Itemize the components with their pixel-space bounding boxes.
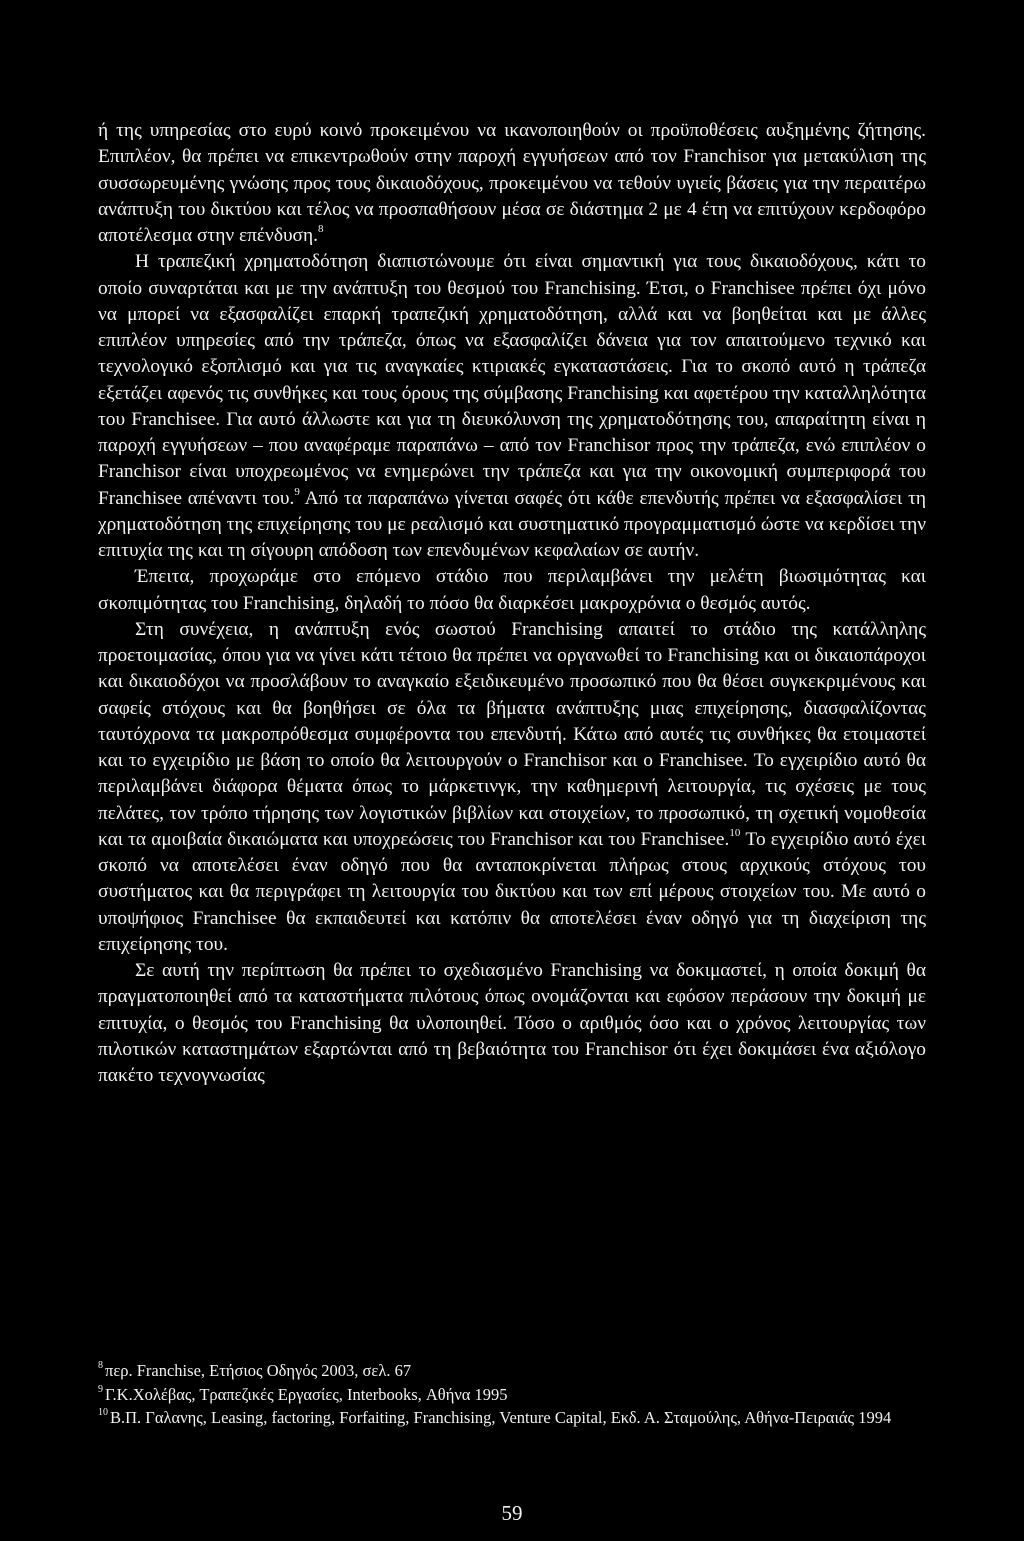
footnote-ref-10: 10 [729, 826, 741, 839]
paragraph-5 [98, 958, 926, 1089]
footnote-text: Γ.Κ.Χολέβας, Τραπεζικές Εργασίες, Interbooks, Αθήνα 1995 [105, 1384, 508, 1404]
paragraph-5-text: Σε αυτή την περίπτωση θα πρέπει το σχεδιασμένο Franchising να δοκιμαστεί, η οποία δοκιμή θα πραγματοποιηθεί από τα καταστήματα πιλότους όπως ονομάζονται και εφόσον περάσουν την δοκιμή με επιτυχία, ο θεσμός του Franchising θα υλοποιηθεί. Τόσο ο αριθμός όσο και ο χρόνος λειτουργίας των πιλοτικών καταστημάτων εξαρτώνται από τη βεβαιότητα του Franchisor ότι έχει δοκιμάσει ένα αξιόλογο πακέτο τεχνογνωσίας [98, 960, 926, 1086]
footnote-text: περ. Franchise, Ετήσιος Οδηγός 2003, σελ. 67 [105, 1361, 412, 1380]
footnote-text: Β.Π. Γαλανης, Leasing, factoring, Forfaiting, Franchising, Venture Capital, Εκδ. Α. Σταμούλης, Αθήνα-Πειραιάς 1994 [110, 1408, 892, 1427]
paragraph-2-text-a: Η τραπεζική χρηματοδότηση διαπιστώνουμε ότι είναι σημαντική για τους δικαιοδόχους, κάτι το οποίο συναρτάται και με την ανάπτυξη του θεσμού του Franchising. Έτσι, ο Franchisee πρέπει όχι μόνο να μπορεί να εξασφαλίζει επαρκή τραπεζική χρηματοδότηση, αλλά και να βοηθείται και με άλλες επιπλέον υπηρεσίες από την τράπεζα, όπως να εξασφαλίζει δάνεια για τον απαιτούμενο τεχνικό και τεχνολογικό εξοπλισμό και για τις αναγκαίες κτιριακές εγκαταστάσεις. Για το σκοπό αυτό η τράπεζα εξετάζει αφενός τις συνθήκες και τους όρους της σύμβασης Franchising και αφετέρου την καταλληλότητα του Franchisee. Για αυτό άλλωστε και για τη διευκόλυνση της χρηματοδότησης του, απαραίτητη είναι η παροχή εγγυήσεων – που αναφέραμε παραπάνω – από τον Franchisor προς την τράπεζα, ενώ επιπλέον ο Franchisor είναι υποχρεωμένος να ενημερώνει την τράπεζα και για την οικονομική συμπεριφορά του Franchisee απέναντι του. [98, 251, 926, 509]
footnote-ref-8: 8 [318, 223, 324, 235]
paragraph-4-text-a: Στη συνέχεια, η ανάπτυξη ενός σωστού Franchising απαιτεί το στάδιο της κατάλληλης προετοιμασίας, όπου για να γίνει κάτι τέτοιο θα πρέπει να οργανωθεί το Franchising και οι δικαιοπάροχοι και δικαιοδόχοι να προσλάβουν το αναγκαίο εξειδικευμένο προσωπικό που θα θέσει συγκεκριμένους και σαφείς στόχους και θα βοηθήσει σε όλα τα βήματα ανάπτυξης μιας επιχείρησης, διασφαλίζοντας ταυτόχρονα τα μακροπρόθεσμα συμφέροντα του επενδυτή. Κάτω από αυτές τις συνθήκες θα ετοιμαστεί και το εγχειρίδιο με βάση το οποίο θα λειτουργούν ο Franchisor και ο Franchisee. Το εγχειρίδιο αυτό θα περιλαμβάνει διάφορα θέματα όπως το μάρκετινγκ, την καθημερινή λειτουργία, τις σχέσεις με τους πελάτες, τον τρόπο τήρησης των λογιστικών βιβλίων και στοιχείων, το προσωπικό, τη σχετική νομοθεσία και τα αμοιβαία δικαιώματα και υποχρεώσεις του Franchisor και του Franchisee. [98, 618, 926, 850]
paragraph-3-text: Έπειτα, προχωράμε στο επόμενο στάδιο που περιλαμβάνει την μελέτη βιωσιμότητας και σκοπιμότητας του Franchising, δηλαδή το πόσο θα διαρκέσει μακροχρόνια ο θεσμός αυτός. [98, 566, 926, 614]
paragraph-4-text-b: Το εγχειρίδιο αυτό έχει σκοπό να αποτελέσει έναν οδηγό που θα ανταποκρίνεται πλήρως στους αρχικούς στόχους του συστήματος και θα περιγράφει τη λειτουργία του δικτύου και των επί μέρους στοιχείων του. Με αυτό ο υποψήφιος Franchisee θα εκπαιδευτεί και κατόπιν θα αποτελέσει έναν οδηγό για τη διαχείριση της επιχείρησης του. [98, 828, 926, 955]
footnote-10 [98, 1406, 926, 1430]
paragraph-3 [98, 564, 926, 617]
footnote-ref-9: 9 [294, 485, 300, 498]
page-number: 59 [501, 1501, 523, 1525]
footnote-8 [98, 1359, 926, 1383]
paragraph-1 [98, 118, 926, 249]
footnote-number: 10 [98, 1407, 108, 1418]
paragraph-2-text-b: Από τα παραπάνω γίνεται σαφές ότι κάθε επενδυτής πρέπει να εξασφαλίσει τη χρηματοδότηση της επιχείρησης του με ρεαλισμό και συστηματικό προγραμματισμό ώστε να κερδίσει την επιτυχία της και τη σίγουρη απόδοση των επενδυμένων κεφαλαίων σε αυτήν. [98, 487, 926, 561]
footnotes [98, 1359, 926, 1430]
paragraph-1-text: ή της υπηρεσίας στο ευρύ κοινό προκειμένου να ικανοποιηθούν οι προϋποθέσεις αυξημένης ζήτησης. Επιπλέον, θα πρέπει να επικεντρωθούν στην παροχή εγγυήσεων από τον Franchisor για μετακύλιση της συσσωρευμένης γνώσης προς τους δικαιοδόχους, προκειμένου να τεθούν υγιείς βάσεις για την περαιτέρω ανάπτυξη του δικτύου και τέλος να προσπαθήσουν μέσα σε διάστημα 2 με 4 έτη να επιτύχουν κερδοφόρο αποτέλεσμα στην επένδυση. [98, 120, 926, 246]
footnote-number: 9 [98, 1383, 103, 1395]
paragraph-4 [98, 617, 926, 958]
body-text [98, 118, 926, 1089]
footnote-number: 8 [98, 1360, 103, 1371]
footnote-divider [98, 1355, 298, 1356]
paragraph-2 [98, 249, 926, 564]
footnote-9 [98, 1383, 926, 1407]
